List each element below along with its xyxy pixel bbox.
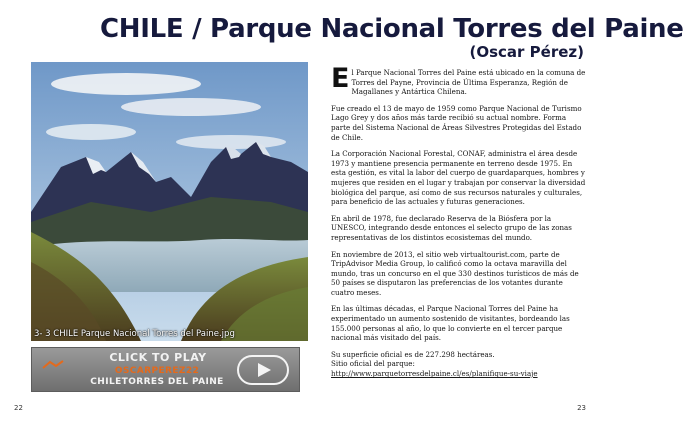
- article-paragraph-1: [331, 63, 587, 97]
- author-credit: (Oscar Pérez): [469, 43, 584, 61]
- video-title: CHILETORRES DEL PAINE: [90, 377, 224, 387]
- photo-caption: 3- 3 CHILE Parque Nacional Torres del Paine.jpg: [34, 329, 235, 339]
- page-number-right: 23: [577, 404, 586, 412]
- article-paragraph-4: En abril de 1978, fue declarado Reserva de la Biósfera por la UNESCO, integrando desde entonces el selecto grupo de las zonas representativas de los distintos ecosistemas del mundo.: [331, 213, 572, 242]
- official-site-label: Sitio oficial del parque:: [331, 359, 415, 369]
- landscape-illustration: [31, 62, 308, 341]
- click-to-play-label: CLICK TO PLAY: [109, 351, 207, 364]
- logo-icon: [42, 360, 64, 370]
- article-paragraph-6: En las últimas décadas, el Parque Nacional Torres del Paine ha experimentado un aumento sostenido de visitantes, bordeando las 155.000 personas al año, lo que lo convierte en el tercer parque nacional más visitado del país.: [331, 304, 570, 343]
- park-photo: [31, 62, 308, 341]
- drop-cap: E: [331, 63, 350, 94]
- article-paragraph-5: En noviembre de 2013, el sitio web virtualtourist.com, parte de TripAdvisor Media Group, lo calificó como la octava maravilla del mundo, tras un concurso en el que 330 destinos turísticos de más de 50 países se disputaron las preferencias de los votantes durante cuatro meses.: [331, 249, 579, 297]
- uploader-name: OSCARPEREZ22: [114, 366, 200, 376]
- play-icon: [258, 363, 271, 377]
- article-paragraph-3: La Corporación Nacional Forestal, CONAF, administra el área desde 1973 y mantiene presencia permanente en terreno desde 1975. En esta gestión, es vital la labor del cuerpo de guardaparques, hombres y mujeres que residen en el lugar y trabajan por conservar la diversidad biológica del parque, así como de sus recursos naturales y culturales, para beneficio de las actuales y futuras generaciones.: [331, 149, 586, 207]
- official-site-link[interactable]: http://www.parquetorresdelpaine.cl/es/planifique-su-viaje: [331, 369, 538, 379]
- surface-line: Su superficie oficial es de 227.298 hectáreas.: [331, 349, 495, 359]
- paragraph-1-text: l Parque Nacional Torres del Paine está ubicado en la comuna de Torres del Payne, Provincia de Última Esperanza, Región de Magallanes y Antártica Chilena.: [351, 68, 586, 97]
- article-paragraph-2: Fue creado el 13 de mayo de 1959 como Parque Nacional de Turismo Lago Grey y dos años más tarde recibió su actual nombre. Forma parte del Sistema Nacional de Áreas Silvestres Protegidas del Estado de Chile.: [331, 103, 582, 142]
- play-button[interactable]: [237, 355, 289, 385]
- article-text: [331, 63, 587, 386]
- article-paragraph-7: [331, 350, 587, 379]
- page-title: CHILE / Parque Nacional Torres del Paine: [100, 14, 684, 44]
- page-number-left: 22: [14, 404, 23, 412]
- click-to-play-banner[interactable]: [31, 347, 300, 392]
